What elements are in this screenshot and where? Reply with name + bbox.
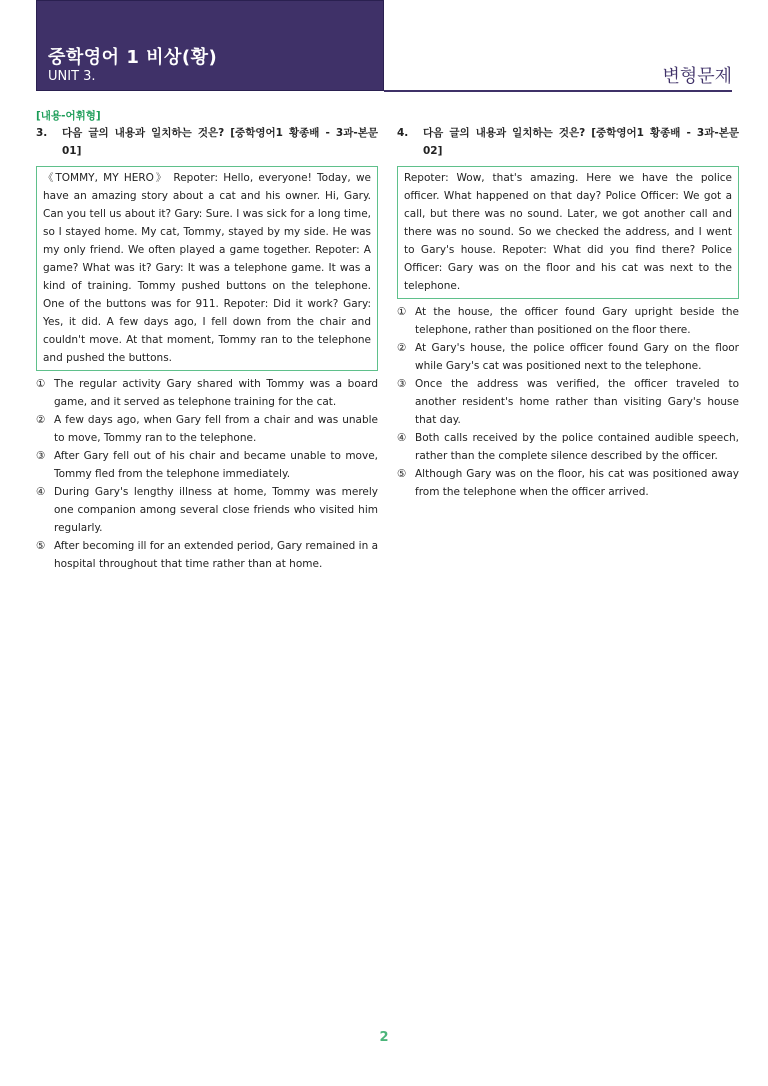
answer-option[interactable] [397,303,739,339]
option-number: ⑤ [397,468,407,480]
question-4 [397,108,739,501]
option-text: Although Gary was on the floor, his cat was positioned away from the telephone when the officer arrived. [415,468,739,498]
answer-option[interactable] [397,429,739,465]
page-number: 2 [379,1030,389,1045]
reading-passage: 《TOMMY, MY HERO》 Repoter: Hello, everyone! Today, we have an amazing story about a cat and his owner. Hi, Gary. Can you tell us about it? Gary: Sure. I was sick for a long time, so I stayed home. My cat, Tommy, stayed by my side. He was my only friend. We often played a game together. Repoter: A game? What was it? Gary: It was a telephone game. It was a kind of training. Tommy pushed buttons on the telephone. One of the buttons was for 911. Repoter: Did it work? Gary: Yes, it did. A few days ago, I fell down from the chair and couldn't move. At that moment, Tommy ran to the telephone and pushed the buttons. [36,166,378,371]
answer-option[interactable] [36,411,378,447]
answer-option[interactable] [36,537,378,573]
option-number: ③ [397,378,407,390]
option-text: At Gary's house, the police officer found Gary on the floor while Gary's cat was positioned next to the telephone. [415,342,739,372]
category-spacer [397,108,739,124]
option-text: Once the address was verified, the officer traveled to another resident's home rather than visiting Gary's house that day. [415,378,739,426]
option-text: A few days ago, when Gary fell from a chair and was unable to move, Tommy ran to the telephone. [54,414,378,444]
option-number: ⑤ [36,540,46,552]
option-number: ③ [36,450,46,462]
option-text: After becoming ill for an extended period, Gary remained in a hospital throughout that time rather than at home. [54,540,378,570]
option-number: ② [36,414,46,426]
reading-passage: Repoter: Wow, that's amazing. Here we have the police officer. What happened on that day? Police Officer: We got a call, but there was no sound. Later, we got another call and there was no sound. So we checked the address, and I went to Gary's house. Repoter: What did you find there? Police Officer: Gary was on the floor and his cat was next to the telephone. [397,166,739,299]
answer-option[interactable] [36,375,378,411]
header-divider [384,90,732,92]
answer-options [397,303,739,501]
option-number: ① [36,378,46,390]
textbook-title: 중학영어 1 비상(황) [48,47,218,68]
answer-option[interactable] [36,483,378,537]
question-category: [내용-어휘형] [36,110,101,122]
unit-label: UNIT 3. [48,69,96,84]
option-number: ① [397,306,407,318]
option-number: ④ [397,432,407,444]
question-3 [36,108,378,573]
option-text: After Gary fell out of his chair and became unable to move, Tommy fled from the telephone immediately. [54,450,378,480]
option-number: ④ [36,486,46,498]
question-heading [36,124,378,160]
answer-option[interactable] [397,465,739,501]
header-banner [36,0,384,91]
answer-options [36,375,378,573]
option-number: ② [397,342,407,354]
option-text: During Gary's lengthy illness at home, Tommy was merely one companion among several close friends who visited him regularly. [54,486,378,534]
option-text: The regular activity Gary shared with Tommy was a board game, and it served as telephone training for the cat. [54,378,378,408]
question-prompt: 다음 글의 내용과 일치하는 것은? [중학영어1 황종배 - 3과-본문 02] [423,127,739,157]
question-prompt: 다음 글의 내용과 일치하는 것은? [중학영어1 황종배 - 3과-본문 01] [62,127,378,157]
question-number: 3. [36,127,48,139]
answer-option[interactable] [397,339,739,375]
question-number: 4. [397,127,409,139]
question-heading [397,124,739,160]
option-text: At the house, the officer found Gary upright beside the telephone, rather than positioned on the floor there. [415,306,739,336]
answer-option[interactable] [36,447,378,483]
option-text: Both calls received by the police contained audible speech, rather than the complete silence described by the officer. [415,432,739,462]
answer-option[interactable] [397,375,739,429]
section-label: 변형문제 [662,66,732,87]
